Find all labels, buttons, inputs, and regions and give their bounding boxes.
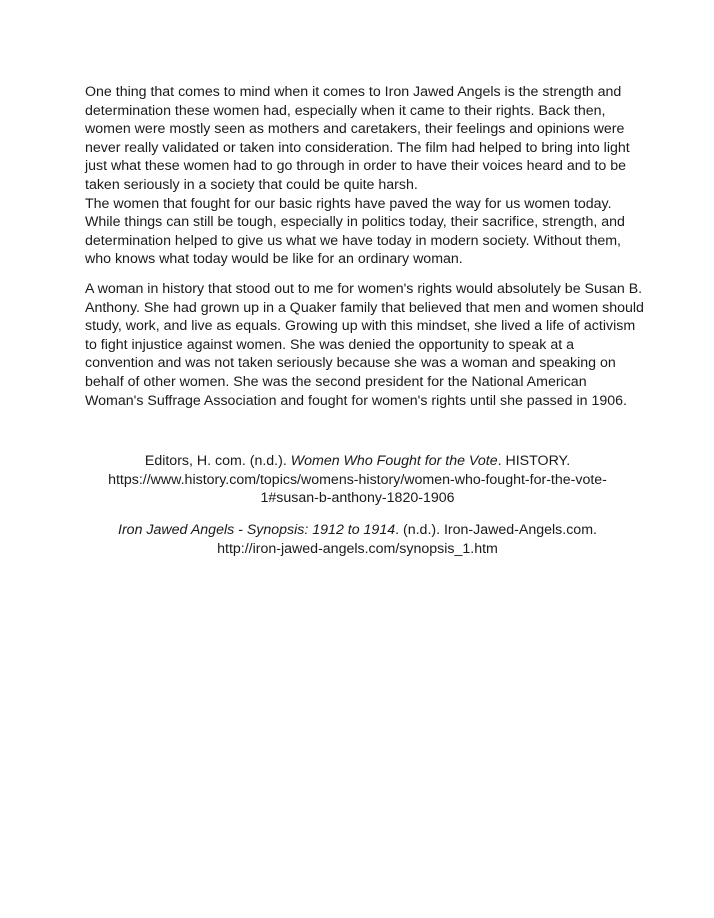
citation-iron-jawed-angels bbox=[85, 521, 630, 558]
citation-title: Women Who Fought for the Vote bbox=[290, 453, 498, 469]
paragraph-susan-b-anthony: A woman in history that stood out to me for women's rights would absolutely be Susan B. Anthony. She had grown up in a Quaker family that believed that men and women should study, work, and live as equals. Growing up with this mindset, she lived a life of activism to fight injustice against women. She was denied the opportunity to speak at a convention and was not taken seriously because she was a woman and speaking on behalf of other women. She was the second president for the National American Woman's Suffrage Association and fought for women's rights until she passed in 1906. bbox=[85, 281, 644, 409]
citation-prefix: Editors, H. com. (n.d.). bbox=[144, 453, 291, 469]
paragraph-paved-the-way: The women that fought for our basic rights have paved the way for us women today. While things can still be tough, especially in politics today, their sacrifice, strength, and determination helped to give us what we have today in modern society. Without them, who knows what today would be like for an ordinary woman. bbox=[85, 195, 625, 268]
paragraph-iron-jawed-angels: One thing that comes to mind when it comes to Iron Jawed Angels is the strength and determination these women had, especially when it came to their rights. Back then, women were mostly seen as mothers and caretakers, their feelings and opinions were never really validated or taken into consideration. The film had helped to bring into light just what these women had to go through in order to have their voices heard and to be taken seriously in a society that could be quite harsh. bbox=[85, 84, 630, 193]
citation-suffix: . (n.d.). Iron-Jawed-Angels.com. http://iron-jawed-angels.com/synopsis_1.htm bbox=[217, 522, 597, 557]
citation-suffix: . HISTORY. https://www.history.com/topics/womens-history/women-who-fought-for-the-vote-1#susan-b-anthony-1820-1906 bbox=[108, 453, 607, 507]
citation-title: Iron Jawed Angels - Synopsis: 1912 to 1914 bbox=[118, 522, 396, 538]
citation-history-com bbox=[85, 452, 630, 508]
